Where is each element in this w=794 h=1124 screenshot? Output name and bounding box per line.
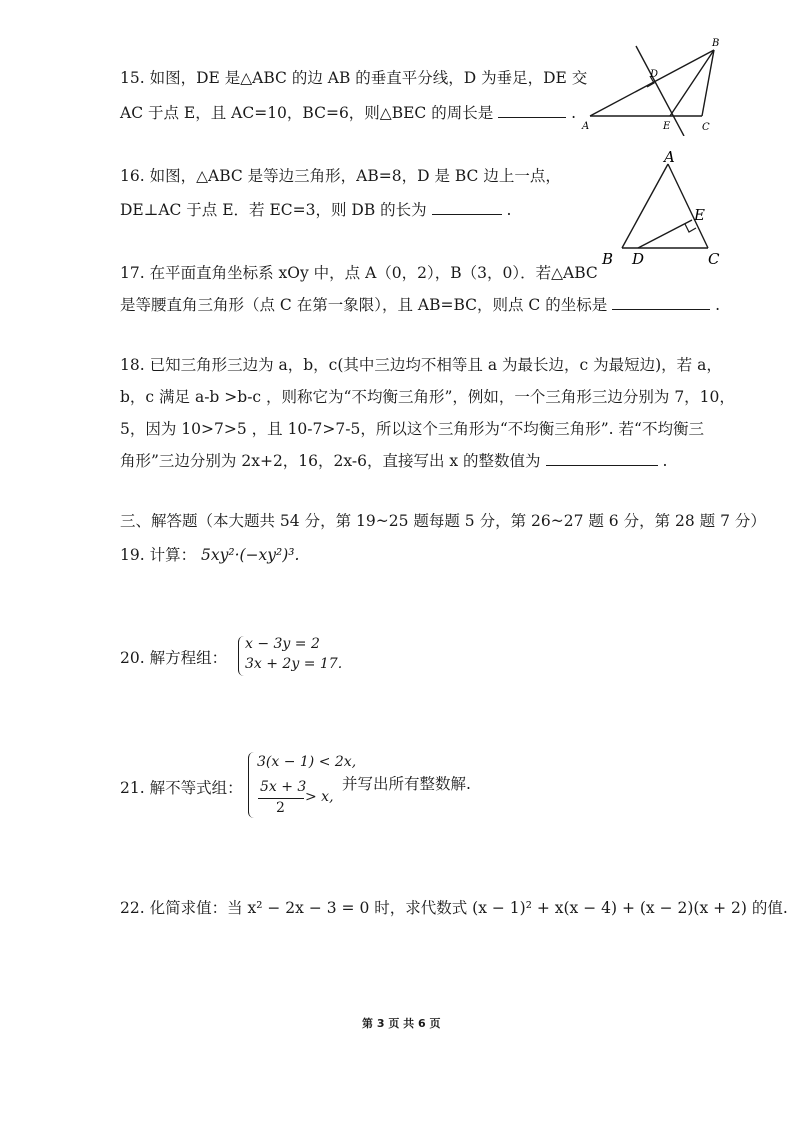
q19-expression: 5xy²·(−xy²)³.: [201, 546, 300, 564]
segment-de: [638, 220, 692, 248]
q21-inequality-1: 3(x − 1) < 2x,: [257, 754, 357, 770]
label-b: B: [712, 38, 720, 49]
q16-answer-blank[interactable]: [432, 200, 502, 215]
q18-text: 角形”三边分别为 2x+2，16，2x-6，直接写出 x 的整数值为: [120, 452, 541, 470]
segment-ab: [590, 50, 714, 116]
q15-figure: [580, 36, 730, 136]
q21-fraction-bar: [258, 798, 304, 799]
q20-label: 20. 解方程组：: [120, 649, 228, 667]
label-d: D: [632, 250, 645, 268]
line-de: [636, 46, 684, 136]
q20-equation-1: x − 3y = 2: [245, 636, 320, 652]
q18-line1: 18. 已知三角形三边为 a，b，c(其中三边均不相等且 a 为最长边，c 为最短边)，若 a，: [120, 356, 722, 374]
q17-text: 是等腰直角三角形（点 C 在第一象限），且 AB=BC，则点 C 的坐标是: [120, 296, 608, 314]
q20-equation-2: 3x + 2y = 17.: [245, 656, 343, 672]
label-d: D: [650, 69, 659, 80]
q15-answer-blank[interactable]: [498, 103, 566, 118]
right-angle-mark: [685, 224, 696, 232]
q16-text: DE⊥AC 于点 E．若 EC=3，则 DB 的长为: [120, 201, 427, 219]
q15-end: .: [571, 104, 577, 122]
q21-rhs: > x,: [305, 789, 334, 805]
q18-answer-blank[interactable]: [546, 451, 658, 466]
label-a: A: [582, 121, 590, 132]
q15-line1: 15. 如图，DE 是△ABC 的边 AB 的垂直平分线，D 为垂足，DE 交: [120, 69, 588, 87]
q20-brace: [238, 636, 245, 676]
q18-line3: 5，因为 10>7>5 ，且 10-7>7-5，所以这个三角形为“不均衡三角形”. 若“不均衡三: [120, 420, 704, 438]
q16-line1: 16. 如图，△ABC 是等边三角形，AB=8，D 是 BC 边上一点，: [120, 167, 561, 185]
q16-line2: [120, 198, 511, 220]
label-b: B: [602, 250, 614, 268]
label-e: E: [663, 121, 671, 132]
q18-line4: [120, 449, 667, 471]
q22: 22. 化简求值：当 x² − 2x − 3 = 0 时，求代数式 (x − 1)² + x(x − 4) + (x − 2)(x + 2) 的值.: [120, 899, 788, 917]
q17-answer-blank[interactable]: [612, 295, 710, 310]
section-heading: 三、解答题（本大题共 54 分，第 19~25 题每题 5 分，第 26~27 题 6 分，第 28 题 7 分）: [120, 512, 766, 530]
q21-denominator: 2: [276, 800, 285, 816]
q21-tail: 并写出所有整数解.: [342, 775, 471, 793]
q21-label: 21. 解不等式组：: [120, 779, 243, 797]
q17-line1: 17. 在平面直角坐标系 xOy 中，点 A（0，2），B（3，0）．若△ABC: [120, 264, 598, 282]
q18-line2: b，c 满足 a-b >b-c ，则称它为“不均衡三角形”，例如，一个三角形三边分别为 7，10，: [120, 388, 735, 406]
q16-end: .: [506, 201, 512, 219]
q18-end: .: [662, 452, 668, 470]
q19-label: 19. 计算：: [120, 546, 197, 564]
label-c: C: [708, 250, 720, 268]
q17-end: .: [715, 296, 721, 314]
label-c: C: [702, 122, 710, 133]
q15-line2: [120, 101, 576, 123]
q21-brace: [248, 752, 255, 818]
label-a: A: [664, 148, 675, 166]
q16-figure: [598, 148, 732, 270]
q19: [120, 543, 299, 565]
q15-text: AC 于点 E，且 AC=10，BC=6，则△BEC 的周长是: [120, 104, 494, 122]
page-footer: 第 3 页 共 6 页: [362, 1017, 441, 1030]
q21-numerator: 5x + 3: [260, 779, 307, 795]
q17-line2: [120, 293, 720, 315]
label-e: E: [694, 206, 705, 224]
